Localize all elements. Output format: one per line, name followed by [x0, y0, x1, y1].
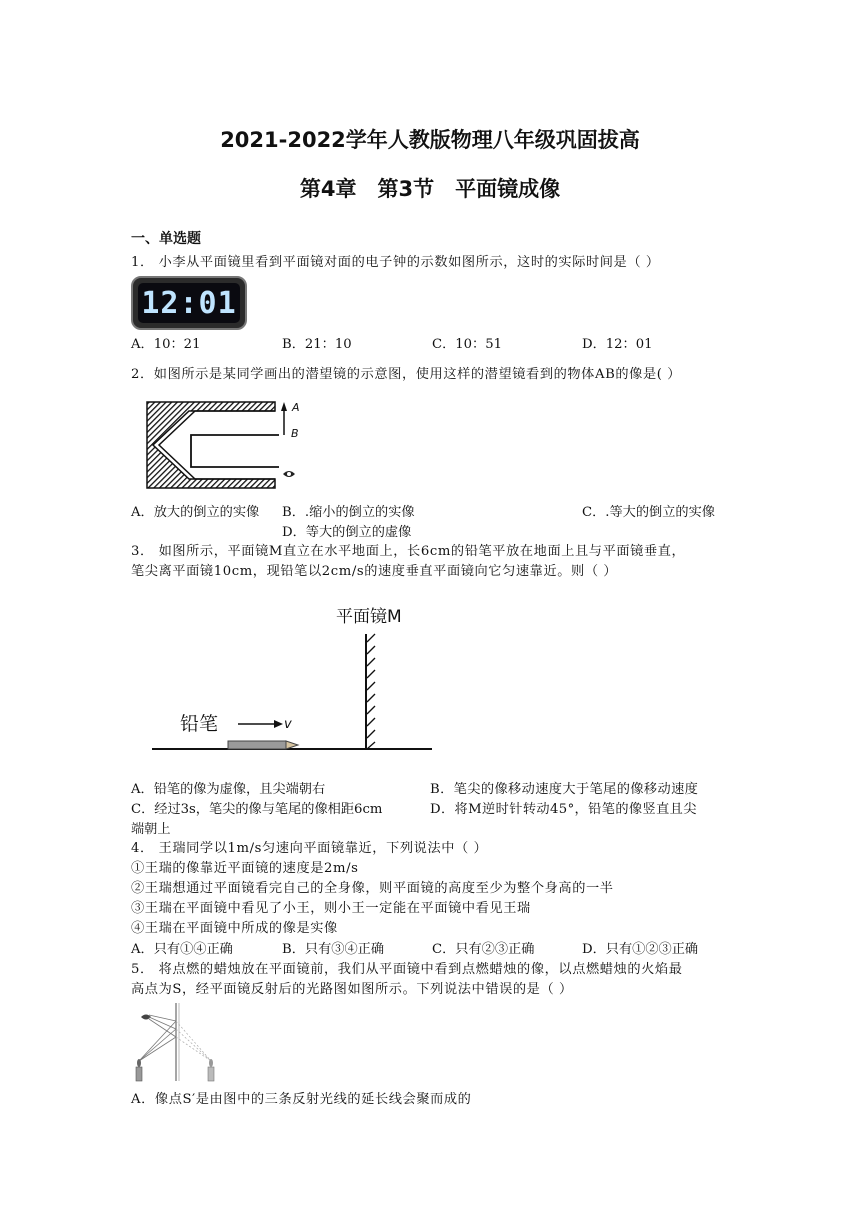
- q3-stem-line1: 3． 如图所示，平面镜M直立在水平地面上，长6cm的铅笔平放在地面上且与平面镜垂直，: [131, 544, 686, 559]
- q2-option-a: A．放大的倒立的实像: [131, 505, 260, 520]
- q4-option-d: D．只有①②③正确: [582, 942, 699, 957]
- q1-option-b: B．21：10: [282, 337, 352, 352]
- candle-mirror-figure: [131, 1001, 221, 1085]
- q1-option-c: C．10：51: [432, 337, 503, 352]
- q2-stem: 2．如图所示是某同学画出的潜望镜的示意图，使用这样的潜望镜看到的物体AB的像是( ）: [131, 367, 682, 382]
- q5-stem-line2: 高点为S，经平面镜反射后的光路图如图所示。下列说法中错误的是（ ）: [131, 982, 573, 997]
- document-subtitle: 第4章 第3节 平面镜成像: [299, 177, 561, 201]
- digital-clock-figure: [131, 276, 247, 330]
- q2-option-d: D．等大的倒立的虚像: [282, 525, 412, 540]
- q4-statement-4: ④王瑞在平面镜中所成的像是实像: [131, 921, 338, 936]
- q2-option-b: B．.缩小的倒立的实像: [282, 505, 415, 520]
- label-b: B: [291, 427, 299, 440]
- q4-stem: 4． 王瑞同学以1m/s匀速向平面镜靠近，下列说法中（ ）: [131, 841, 488, 856]
- q3-option-c: C．经过3s，笔尖的像与笔尾的像相距6cm: [131, 802, 383, 817]
- q3-option-d-cont: 端朝上: [131, 822, 171, 837]
- mirror-pencil-figure: [150, 600, 435, 756]
- q3-option-b: B．笔尖的像移动速度大于笔尾的像移动速度: [430, 782, 699, 797]
- mirror-label: 平面镜M: [336, 607, 402, 627]
- document-title: 2021-2022学年人教版物理八年级巩固拔高: [220, 128, 640, 152]
- q4-option-b: B．只有③④正确: [282, 942, 385, 957]
- q2-option-c: C．.等大的倒立的实像: [582, 505, 715, 520]
- periscope-figure: [145, 394, 310, 496]
- section-heading: 一、单选题: [131, 231, 201, 247]
- q4-option-c: C．只有②③正确: [432, 942, 535, 957]
- q5-option-a: A．像点S′是由图中的三条反射光线的延长线会聚而成的: [131, 1092, 472, 1107]
- q3-stem-line2: 笔尖离平面镜10cm，现铅笔以2cm/s的速度垂直平面镜向它匀速靠近。则（ ）: [131, 564, 618, 579]
- q1-option-d: D．12：01: [582, 337, 653, 352]
- q4-option-a: A．只有①④正确: [131, 942, 233, 957]
- q1-option-a: A．10：21: [131, 337, 201, 352]
- q4-statement-3: ③王瑞在平面镜中看见了小王，则小王一定能在平面镜中看见王瑞: [131, 901, 531, 916]
- q5-stem-line1: 5． 将点燃的蜡烛放在平面镜前，我们从平面镜中看到点燃蜡烛的像，以点燃蜡烛的火焰最: [131, 962, 683, 977]
- clock-display: 12:01: [141, 286, 237, 321]
- q4-statement-2: ②王瑞想通过平面镜看完自己的全身像，则平面镜的高度至少为整个身高的一半: [131, 881, 614, 896]
- q4-statement-1: ①王瑞的像靠近平面镜的速度是2m/s: [131, 861, 359, 876]
- velocity-label: v: [284, 717, 292, 732]
- q3-option-d: D．将M逆时针转动45°，铅笔的像竖直且尖: [430, 802, 697, 817]
- pencil-label: 铅笔: [180, 713, 219, 735]
- label-a: A: [292, 401, 300, 414]
- q3-option-a: A．铅笔的像为虚像，且尖端朝右: [131, 782, 326, 797]
- q1-stem: 1． 小李从平面镜里看到平面镜对面的电子钟的示数如图所示，这时的实际时间是（ ）: [131, 255, 660, 270]
